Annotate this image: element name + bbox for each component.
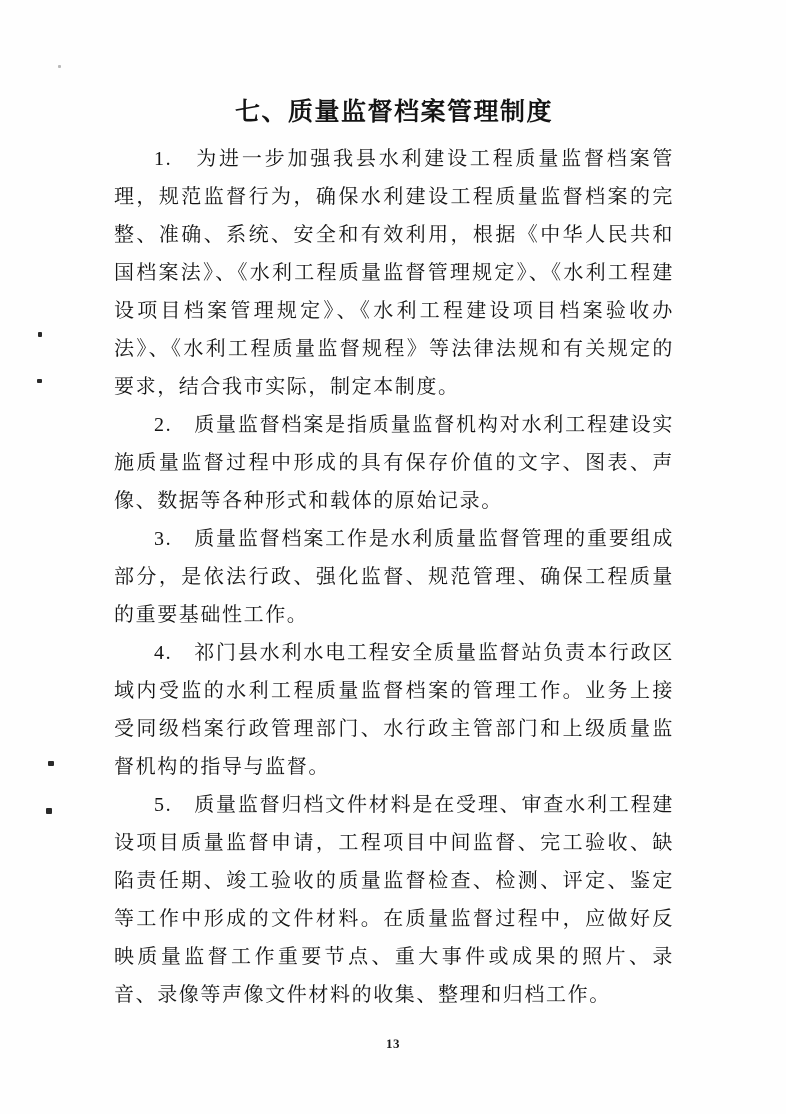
paragraph-3: 3. 质量监督档案工作是水利质量监督管理的重要组成部分，是依法行政、强化监督、规范管理、确保工程质量的重要基础性工作。 xyxy=(114,528,674,626)
scan-speck xyxy=(46,808,52,814)
document-title: 七、质量监督档案管理制度 xyxy=(234,99,553,126)
scan-speck xyxy=(58,65,61,68)
page-number: 13 xyxy=(386,1036,400,1051)
paragraph-2: 2. 质量监督档案是指质量监督机构对水利工程建设实施质量监督过程中形成的具有保存价值的文字、图表、声像、数据等各种形式和载体的原始记录。 xyxy=(114,414,674,512)
scan-speck xyxy=(48,761,54,766)
paragraph-1: 1. 为进一步加强我县水利建设工程质量监督档案管理，规范监督行为，确保水利建设工程质量监督档案的完整、准确、系统、安全和有效利用，根据《中华人民共和国档案法》、《水利工程质量监督管理规定》、《水利工程建设项目档案管理规定》、《水利工程建设项目档案验收办法》、《水利工程质量监督规程》等法律法规和有关规定的要求，结合我市实际，制定本制度。 xyxy=(114,148,674,398)
paragraph-5: 5. 质量监督归档文件材料是在受理、审查水利工程建设项目质量监督申请，工程项目中间监督、完工验收、缺陷责任期、竣工验收的质量监督检查、检测、评定、鉴定等工作中形成的文件材料。在质量监督过程中，应做好反映质量监督工作重要节点、重大事件或成果的照片、录音、录像等声像文件材料的收集、整理和归档工作。 xyxy=(114,794,674,1006)
paragraph-4: 4. 祁门县水利水电工程安全质量监督站负责本行政区域内受监的水利工程质量监督档案的管理工作。业务上接受同级档案行政管理部门、水行政主管部门和上级质量监督机构的指导与监督。 xyxy=(114,642,674,778)
document-content xyxy=(114,96,674,1014)
scan-speck xyxy=(37,379,42,383)
scan-speck xyxy=(38,332,42,337)
